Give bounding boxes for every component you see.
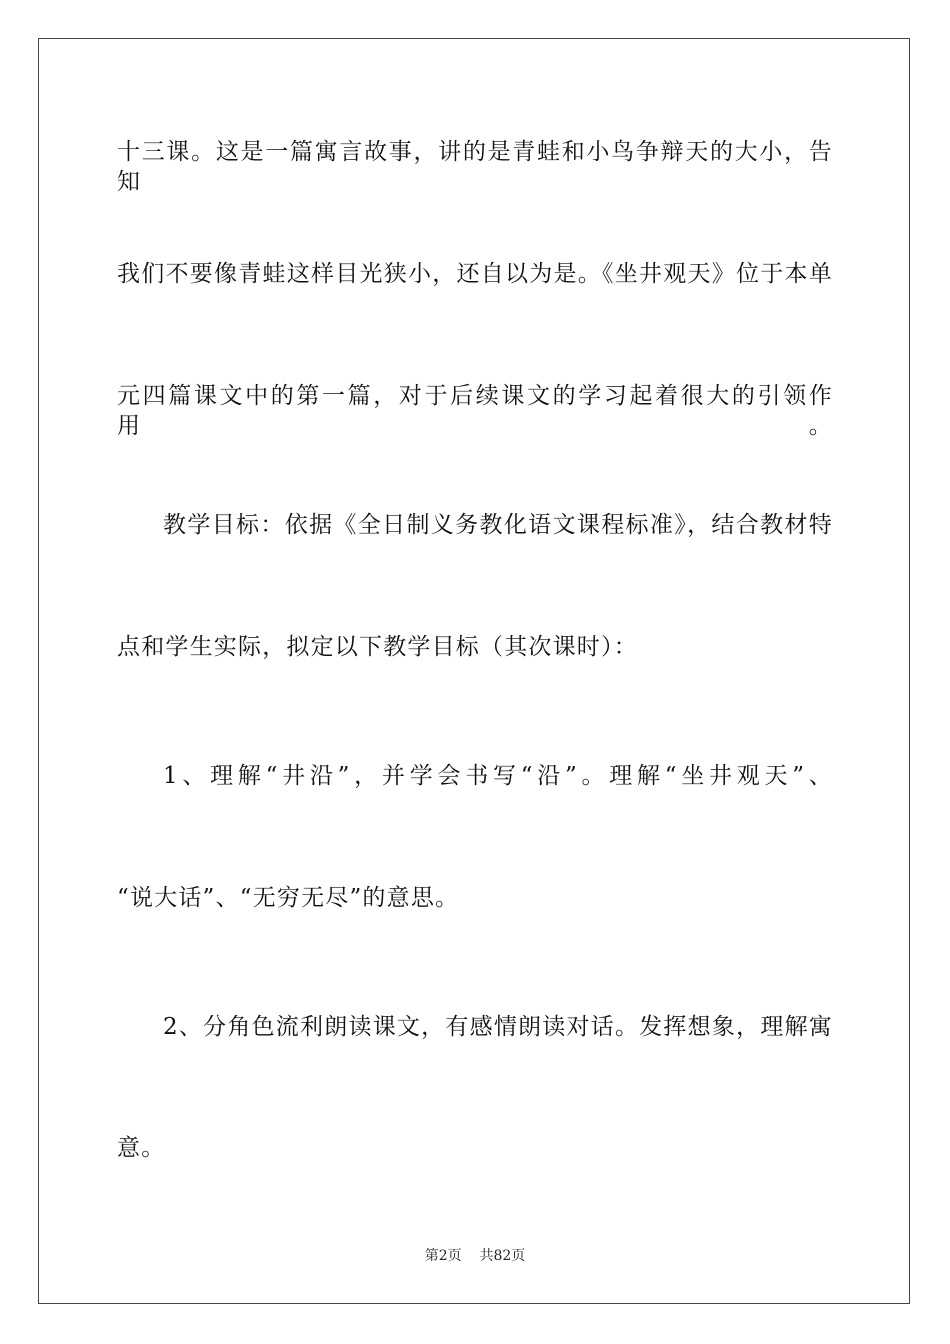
- body-text-line-7: “说大话”、“无穷无尽”的意思。: [117, 885, 460, 911]
- body-text-line-9: 意。: [117, 1135, 166, 1161]
- body-text-line-4: 教学目标：依据《全日制义务教化语文课程标准》，结合教材特: [163, 512, 833, 538]
- page-number: 第2页 共82页: [424, 1248, 526, 1264]
- page-footer: [0, 1247, 950, 1265]
- body-text-line-3: 元四篇课文中的第一篇，对于后续课文的学习起着很大的引领作用。: [117, 383, 833, 439]
- body-text-line-5: 点和学生实际，拟定以下教学目标（其次课时）：: [117, 634, 638, 660]
- body-text-line-6: 1、理解“井沿”，并学会书写“沿”。理解“坐井观天”、: [163, 763, 833, 789]
- body-text-line-1: 十三课。这是一篇寓言故事，讲的是青蛙和小鸟争辩天的大小，告知: [117, 139, 833, 195]
- body-text-line-2: 我们不要像青蛙这样目光狭小，还自以为是。《坐井观天》位于本单: [117, 261, 833, 287]
- page-border: [38, 38, 910, 1304]
- body-text-line-8: 2、分角色流利朗读课文，有感情朗读对话。发挥想象，理解寓: [163, 1014, 833, 1040]
